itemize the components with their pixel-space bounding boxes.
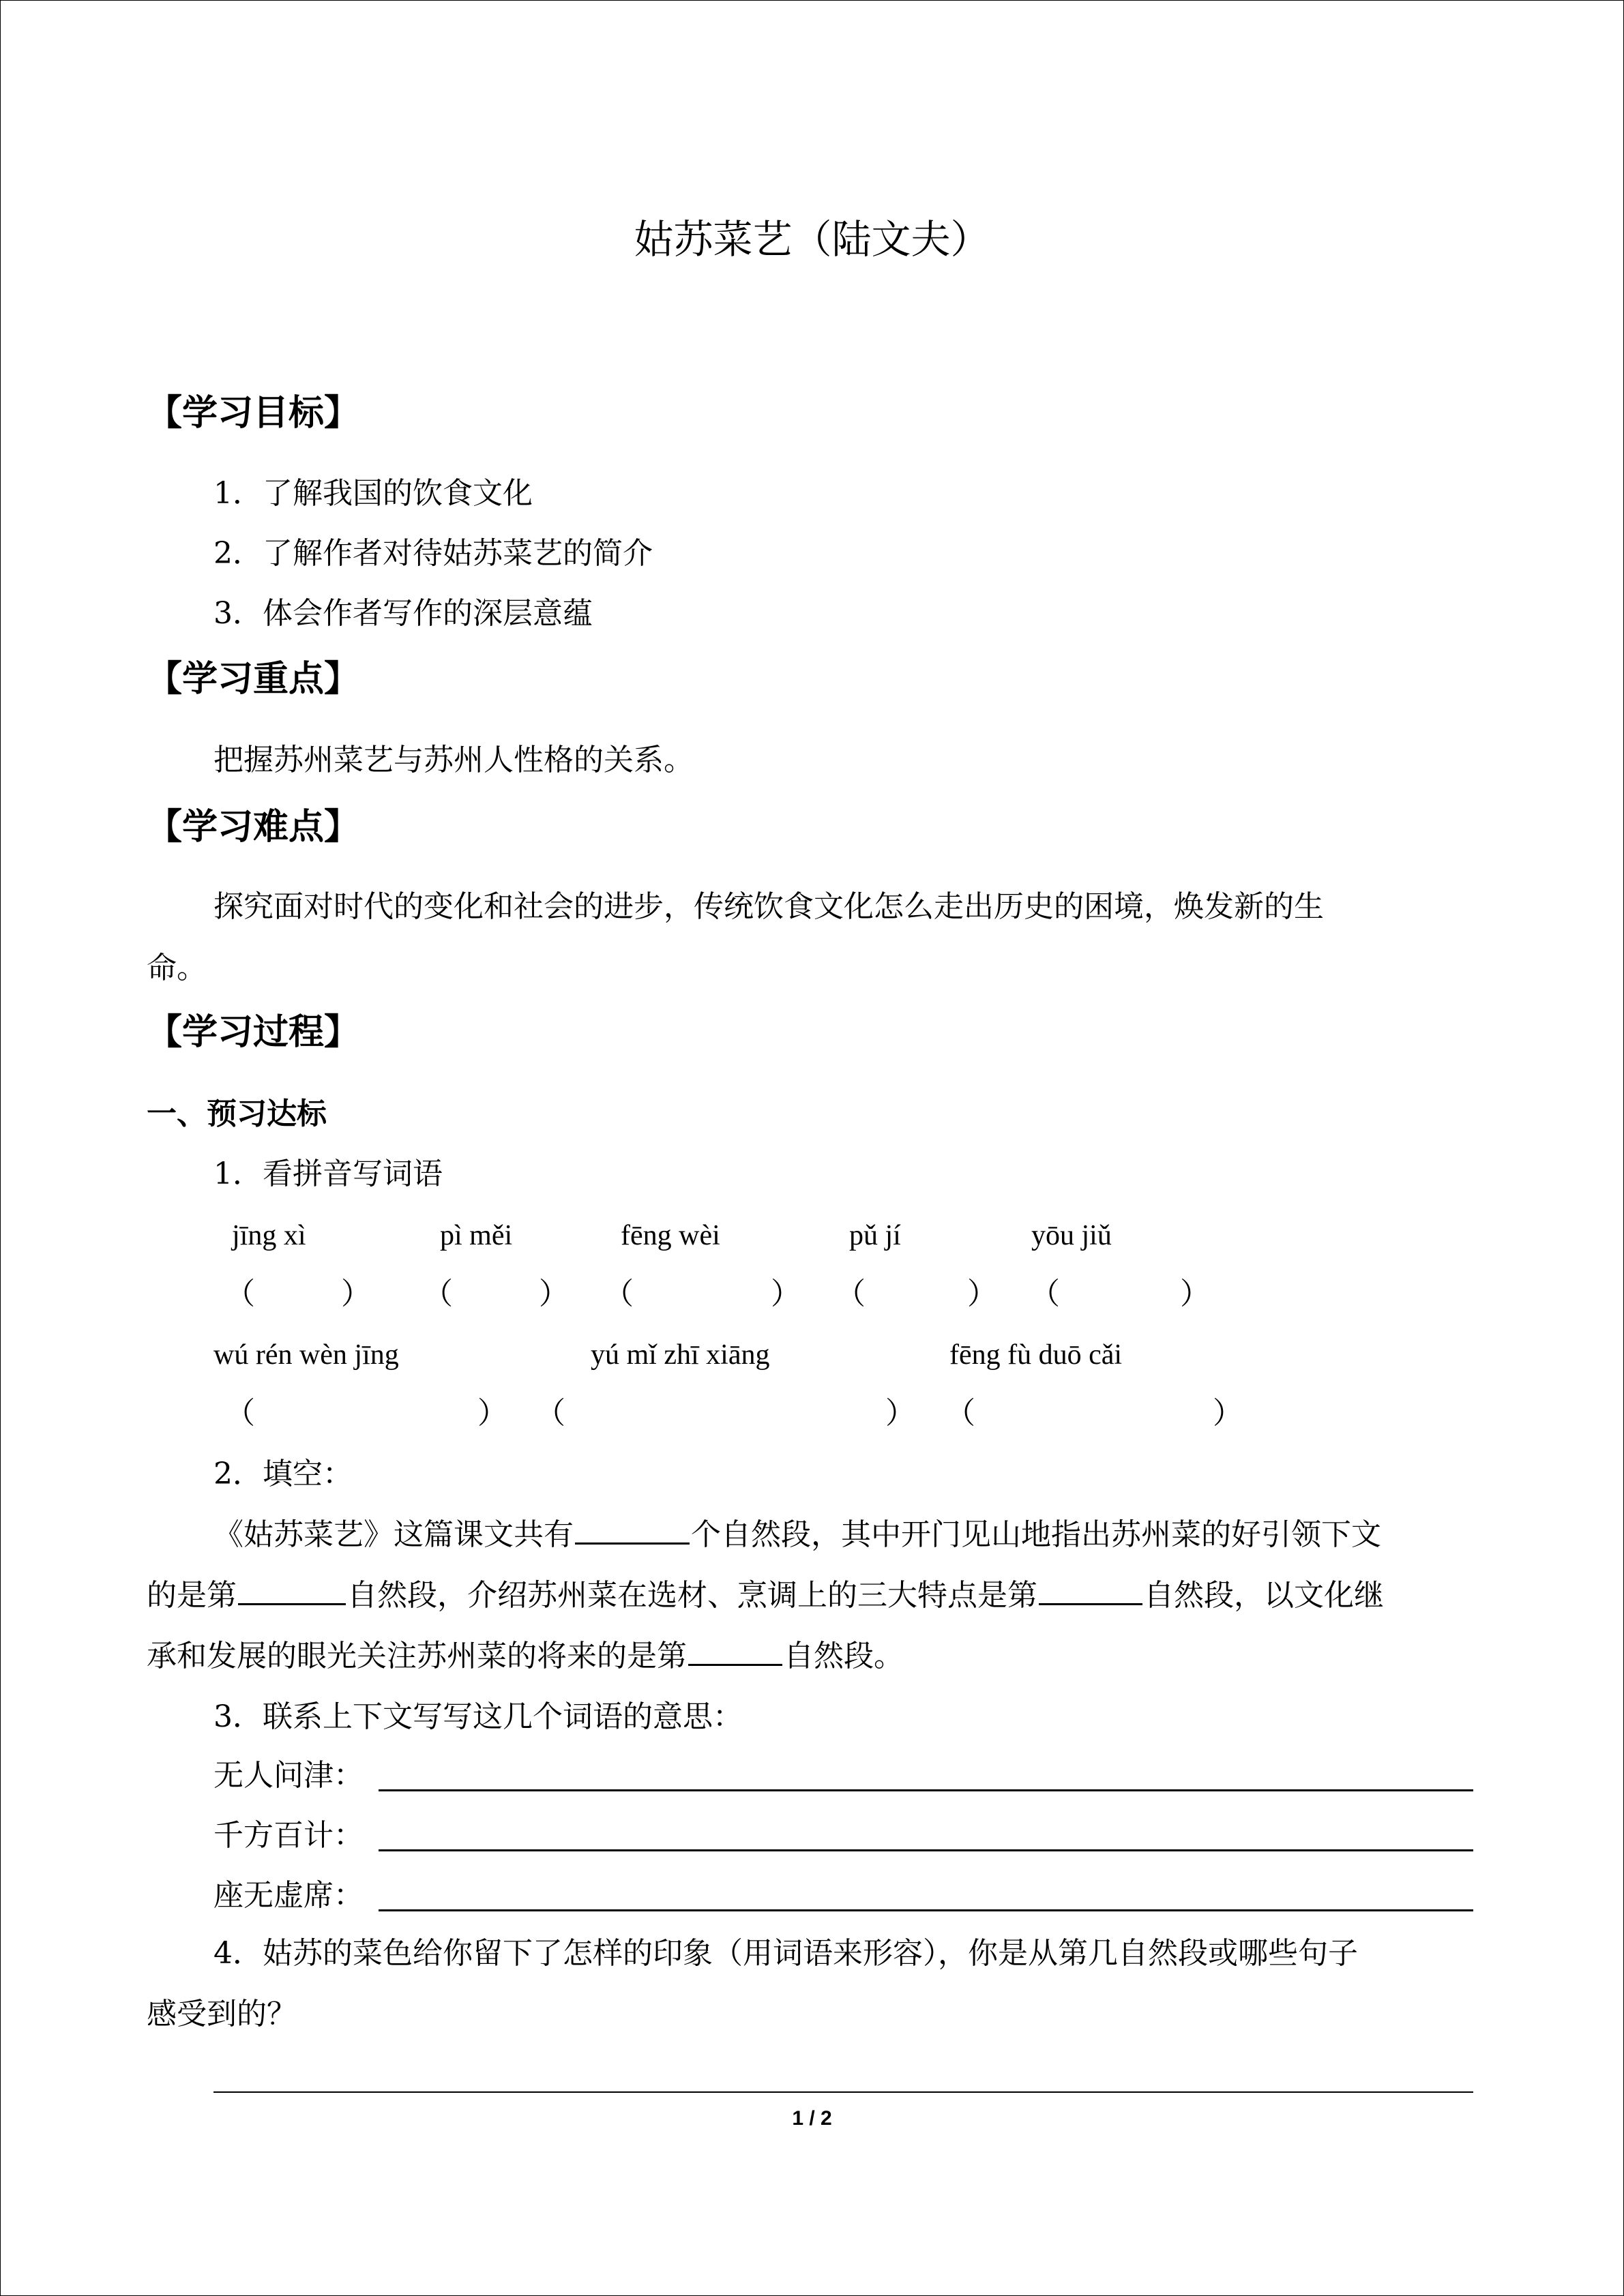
q2-line1 — [213, 1517, 1381, 1552]
pinyin-word: yú mǐ zhī xiāng — [591, 1339, 770, 1371]
goal-item: 1．了解我国的饮食文化 — [213, 476, 533, 511]
pinyin-word: pǔ jí — [849, 1220, 901, 1251]
fill-blank[interactable] — [688, 1661, 782, 1666]
fill-blank[interactable] — [575, 1540, 690, 1545]
goals-header: 【学习目标】 — [147, 393, 360, 434]
q2-text: 《姑苏菜艺》这篇课文共有 — [213, 1517, 574, 1552]
paren-close: ） — [1180, 1277, 1210, 1311]
goal-item: 2．了解作者对待姑苏菜艺的简介 — [213, 536, 653, 571]
difficulty-text-cont: 命。 — [147, 951, 207, 985]
paren-close: ） — [477, 1396, 507, 1431]
q2-text: 自然段。 — [784, 1639, 904, 1673]
pinyin-word: pì měi — [440, 1220, 513, 1251]
answer-line[interactable] — [379, 1909, 1473, 1911]
paren-open: （ — [1030, 1277, 1060, 1311]
pinyin-word: wú rén wèn jīng — [213, 1339, 399, 1371]
q2-text: 自然段，以文化继 — [1144, 1578, 1384, 1613]
pinyin-word: fēng wèi — [621, 1220, 720, 1251]
difficulty-text: 探究面对时代的变化和社会的进步，传统饮食文化怎么走出历史的困境，焕发新的生 — [213, 889, 1324, 924]
paren-close: ） — [771, 1277, 801, 1311]
q3-term: 无人问津： — [213, 1758, 364, 1793]
paren-close: ） — [967, 1277, 997, 1311]
q3-label: 3．联系上下文写写这几个词语的意思： — [213, 1699, 743, 1734]
q3-term: 千方百计： — [213, 1818, 364, 1853]
q4-text-cont: 感受到的？ — [147, 1997, 297, 2031]
paren-close: ） — [539, 1277, 569, 1311]
paren-open: （ — [423, 1277, 453, 1311]
goal-item: 3．体会作者写作的深层意蕴 — [213, 596, 593, 631]
paren-open: （ — [535, 1396, 565, 1431]
key-header: 【学习重点】 — [147, 659, 360, 700]
fill-blank[interactable] — [1039, 1600, 1142, 1605]
page-number: 1 / 2 — [792, 2107, 832, 2130]
pinyin-word: yōu jiǔ — [1031, 1220, 1112, 1251]
paren-close: ） — [885, 1396, 915, 1431]
paren-close: ） — [341, 1277, 371, 1311]
pinyin-word: fēng fù duō cǎi — [949, 1339, 1123, 1371]
q2-line3 — [147, 1641, 904, 1671]
q2-label: 2．填空： — [213, 1457, 353, 1491]
q4-text: 4．姑苏的菜色给你留下了怎样的印象（用词语来形容），你是从第几自然段或哪些句子 — [213, 1936, 1358, 1971]
fill-blank[interactable] — [238, 1600, 346, 1605]
paren-open: （ — [836, 1277, 866, 1311]
preview-heading: 一、预习达标 — [147, 1097, 327, 1131]
q1-label: 1．看拼音写词语 — [213, 1157, 443, 1191]
difficulty-header: 【学习难点】 — [147, 807, 360, 848]
paren-close: ） — [1213, 1396, 1243, 1431]
footer-rule — [213, 2091, 1473, 2093]
paren-open: （ — [225, 1396, 255, 1431]
q2-text: 的是第 — [147, 1578, 237, 1613]
q2-text: 承和发展的眼光关注苏州菜的将来的是第 — [147, 1639, 687, 1673]
q3-term: 座无虚席： — [213, 1878, 364, 1913]
answer-line[interactable] — [379, 1849, 1473, 1851]
pinyin-word: jīng xì — [232, 1220, 306, 1251]
process-header: 【学习过程】 — [147, 1012, 360, 1053]
q2-line2 — [147, 1578, 1384, 1613]
q2-text: 个自然段，其中开门见山地指出苏州菜的好引领下文 — [691, 1517, 1381, 1552]
q2-text: 自然段，介绍苏州菜在选材、烹调上的三大特点是第 — [347, 1578, 1037, 1613]
page-title: 姑苏菜艺（陆文夫） — [634, 216, 990, 263]
key-text: 把握苏州菜艺与苏州人性格的关系。 — [213, 743, 694, 777]
paren-open: （ — [225, 1277, 255, 1311]
paren-open: （ — [945, 1396, 975, 1431]
answer-line[interactable] — [379, 1789, 1473, 1791]
paren-open: （ — [604, 1277, 634, 1311]
